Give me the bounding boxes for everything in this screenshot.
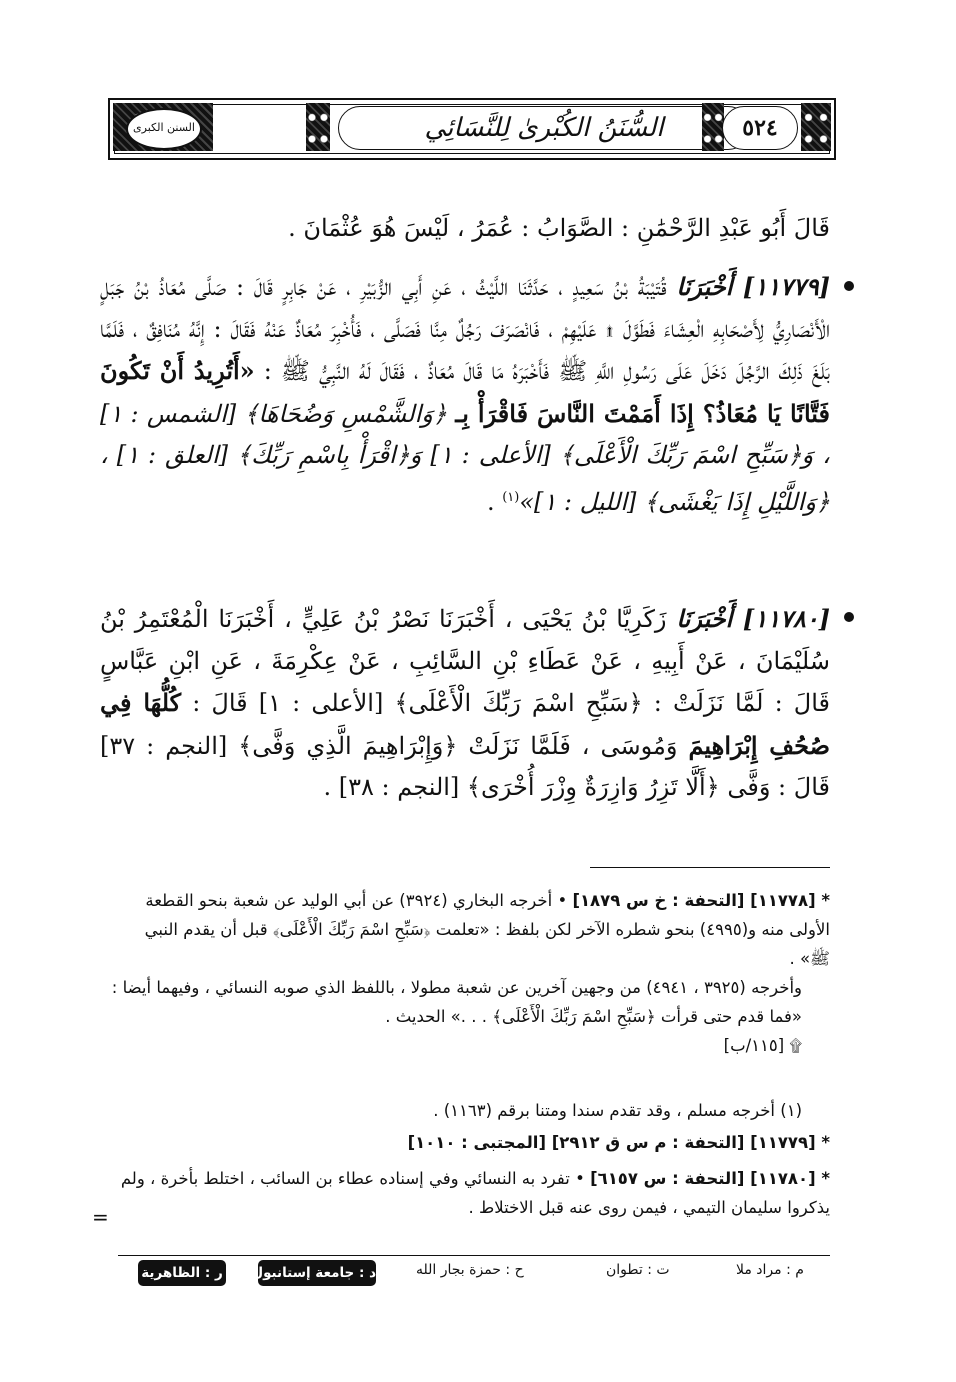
footnote-ref: (١) [502, 489, 520, 505]
hadith-text: زَكَرِيَّا بْنُ يَحْيَى ، أَخْبَرَنَا نَصْرُ بْنُ عَلِيٍّ ، أَخْبَرَنَا الْمُعْتَمِرُ بْنُ سُلَيْمَانَ ، عَنْ أَبِيهِ ، عَنْ عَطَاءِ بْنِ السَّائِبِ ، عَنْ عِكْرِمَةَ ، عَنِ ابْنِ عَبَّاسٍ قَالَ : لَمَّا نَزَلَتْ : ﴿سَبِّحِ اسْمَ رَبِّكَ الْأَعْلَى﴾ [الأعلى : ١] قَالَ : [100, 605, 830, 717]
bullet-icon [844, 612, 854, 622]
hadith-label: [١١٧٧٩] أَخْبَرَنَا [676, 272, 830, 301]
ornament-right [801, 103, 831, 151]
footer-divider [118, 1255, 830, 1256]
hadith-11779 [100, 266, 830, 523]
footnote-sub-text: (١) أخرجه مسلم ، وقد تقدم سندا ومتنا برقم (١١٦٣) . [433, 1101, 802, 1120]
page-header-ornament [108, 98, 836, 160]
footnote-head: * [١١٧٧٨] [التحفة : خ س ١٨٧٩] [572, 891, 830, 910]
footnote-head: * [١١٧٨٠] [التحفة : س ٦١٥٧] [590, 1169, 830, 1188]
author-note: قَالَ أَبُو عَبْدِ الرَّحْمَٰنِ : الصَّوَابُ : عُمَرُ ، لَيْسَ هُوَ عُثْمَانَ . [288, 214, 830, 242]
hadith-text: قُتَيْبَةُ بْنُ سَعِيدٍ ، حَدَّثَنَا اللَّيْثُ ، عَنِ أَبِي الزُّبَيْرِ ، عَنْ جَابِرٍ قَالَ : صَلَّى مُعَاذُ بْنُ جَبَلٍ الْأَنْصَارِيُّ لِأَصْحَابِهِ الْعِشَاءَ فَطَوَّلَ ۩ عَلَيْهِمْ ، فَانْصَرَفَ رَجُلٌ مِنَّا فَصَلَّى ، فَأُخْبِرَ مُعَاذٌ عَنْهُ فَقَالَ : إِنَّهُ مُنَافِقٌ ، فَلَمَّا بَلَغَ ذَلِكَ الرَّجُلَ دَخَلَ عَلَى رَسُولِ اللَّهِ ﷺ فَأَخْبَرَهُ مَا قَالَ مُعَاذٌ ، فَقَالَ لَهُ النَّبِيُّ ﷺ : [100, 273, 830, 385]
hadith-text-end: وَمُوسَى ، فَلَمَّا نَزَلَتْ ﴿وَإِبْرَاهِيمَ الَّذِي وَفَّى﴾ [النجم : ٣٧] قَالَ : وَفَّى ﴿أَلَّا تَزِرُ وَازِرَةٌ وِزْرَ أُخْرَى﴾ [النجم : ٣٨] . [100, 731, 830, 801]
book-title: السُّنَنُ الكُبْرىٰ لِلنَّسَائِي [338, 106, 750, 150]
hadith-11780 [100, 598, 830, 809]
footnote-11778 [110, 886, 830, 1060]
manuscript-t: ت : تطوان [606, 1262, 670, 1278]
footnote-1 [110, 1096, 830, 1125]
quran-citations: ﴿وَالشَّمْسِ وَضُحَاهَا﴾ [الشمس : ١] ، وَ﴿سَبِّحِ اسْمَ رَبِّكَ الْأَعْلَى﴾ [الأعلى : ١] وَ﴿اقْرَأْ بِاسْمِ رَبِّكَ﴾ [العلق : ١] ، ﴿وَاللَّيْلِ إِذَا يَغْشَى﴾ [الليل : ١]» [100, 399, 830, 516]
ornament-mid-right [702, 103, 724, 151]
hadith-end: . [486, 487, 503, 516]
manuscript-folio-ref: ۩ [١١٥/ب] [723, 1036, 802, 1055]
ornament-mid-left [306, 103, 330, 151]
bullet-icon [844, 281, 854, 291]
continuation-mark: = [92, 1205, 109, 1229]
footnote-text: • أخرجه البخاري (٣٩٢٤) عن أبي الوليد عن شعبة بنحو القطعة الأولى منه و(٤٩٩٥) بنحو شطره الآخر لكن بلفظ : «تعلمت ﴿سَبِّحِ اسْمَ رَبِّكَ الْأَعْلَى﴾ قبل أن يقدم النبي ﷺ» . [144, 891, 830, 968]
hadith-bold-text: «أَتُرِيدُ أَنْ تَكُونَ فَتَّانًا يَا مُعَاذُ؟ إِذَا أَمَمْتَ النَّاسَ فَاقْرَأْ بِـ [100, 356, 830, 428]
manuscript-m: م : مراد ملا [736, 1262, 804, 1278]
footnote-text-2: وأخرجه (٣٩٢٥ ، ٤٩٤١) من وجهين آخرين عن شعبة مطولا ، باللفظ الذي صوبه النسائي ، وفيهما أيضا : «فما قدم حتى قرأت ﴿سَبِّحِ اسْمَ رَبِّكَ الْأَعْلَى﴾ . . .» الحديث . [111, 978, 802, 1026]
manuscript-h: ح : حمزة بجار الله [416, 1262, 524, 1278]
hadith-bold-text: كُلُّهَا فِي صُحُفِ إِبْرَاهِيمَ [100, 688, 831, 760]
page-number: ٥٢٤ [722, 106, 798, 150]
footnote-11780 [110, 1164, 830, 1222]
manuscript-badge-r: ر : الظاهرية [138, 1260, 226, 1286]
footnote-11779: * [١١٧٧٩] [التحفة : م س ق ٢٩١٢] [المجتبى : ١٠١٠] [407, 1133, 830, 1152]
hadith-label: [١١٧٨٠] أَخْبَرَنَا [676, 604, 830, 633]
manuscript-badge-d: د : جامعة إستانبول [258, 1260, 376, 1286]
footnote-text: • تفرد به النسائي وفي إسناده عطاء بن السائب ، اختلط بأخرة ، ولم يذكروا سليمان التيمي ، فيمن روى عنه قبل الاختلاط . [120, 1169, 830, 1217]
footnote-separator [590, 867, 830, 868]
book-seal-icon: السنن الكبرى [126, 108, 202, 150]
